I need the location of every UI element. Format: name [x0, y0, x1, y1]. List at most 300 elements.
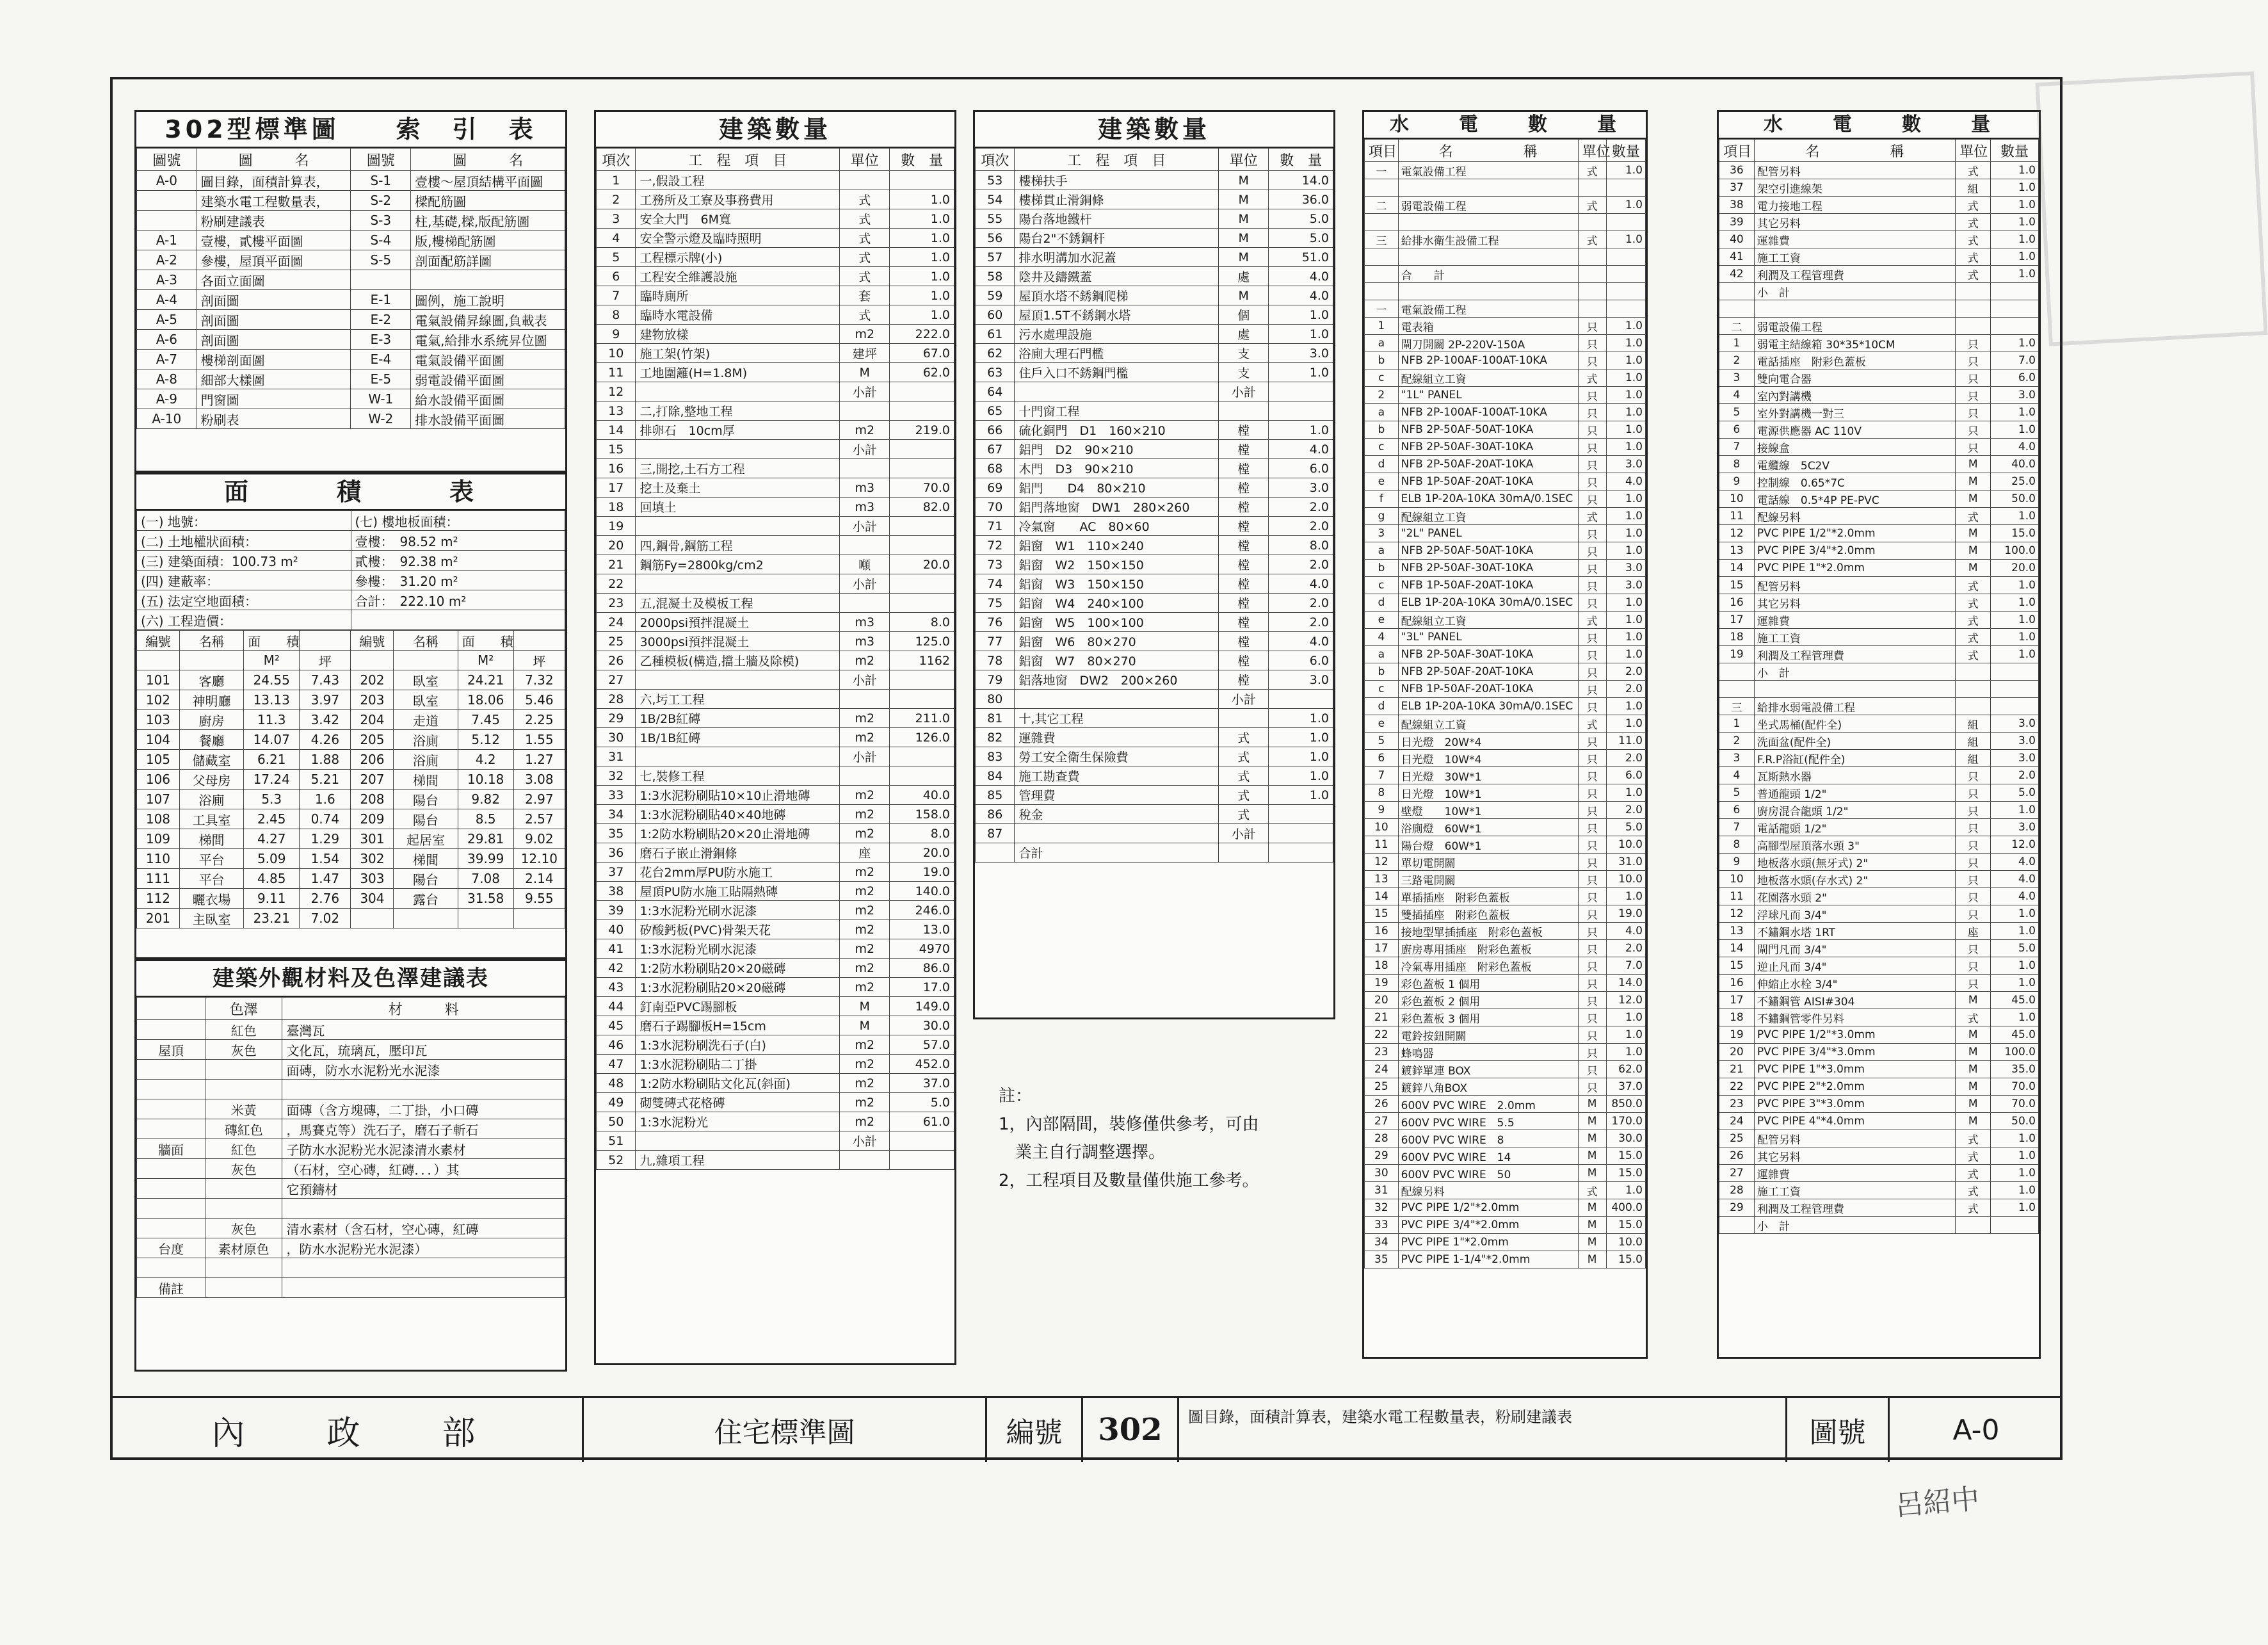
table-cell: 8.5 [458, 809, 513, 829]
table-cell: M [1956, 1096, 1991, 1113]
table-cell: 3.0 [1269, 344, 1333, 363]
table-cell: 301 [351, 829, 394, 849]
table-cell: 12 [1719, 905, 1755, 923]
table-cell: 1.0 [1269, 786, 1333, 805]
table-cell: 1.0 [1991, 957, 2039, 975]
table-cell: 只 [1578, 473, 1606, 490]
table-row [976, 209, 1333, 229]
table-cell: 蜂鳴器 [1398, 1044, 1578, 1061]
table-cell: 陽台燈 60W*1 [1398, 836, 1578, 854]
table-cell: 處 [1219, 267, 1269, 286]
table-cell [1719, 1217, 1755, 1234]
table-cell: 七,裝修工程 [636, 766, 840, 786]
table-cell: 鋁門 D2 90×210 [1015, 440, 1219, 459]
table-cell: m2 [840, 1035, 890, 1055]
table-cell [458, 909, 513, 928]
table-cell: 十,其它工程 [1015, 709, 1219, 728]
table-cell: 7 [1719, 819, 1755, 836]
table-cell: 4.0 [1991, 854, 2039, 871]
table-cell: m3 [840, 613, 890, 632]
table-row [1365, 715, 1646, 733]
table-cell: 1:3水泥粉刷貼20×20磁磚 [636, 978, 840, 997]
table-cell: 樘 [1219, 459, 1269, 478]
table-cell: 浴廁 [179, 790, 243, 809]
table-cell [1398, 179, 1578, 197]
table-cell: 灰色 [205, 1219, 282, 1238]
table-cell: 電話龍頭 1/2" [1754, 819, 1955, 836]
handwritten-signature: 呂紹中 [1894, 1482, 1981, 1523]
table-row [137, 809, 565, 829]
table-cell: S-3 [351, 211, 411, 231]
table-cell: 5.0 [1991, 784, 2039, 802]
table-cell: (一) 地號： [137, 511, 351, 531]
table-cell [1956, 300, 1991, 318]
elec2-table [1719, 139, 2039, 1234]
table-cell: 39.99 [458, 849, 513, 869]
table-cell: 陽台 [394, 809, 458, 829]
table-cell: 電鈴按鈕開關 [1398, 1026, 1578, 1044]
table-row [597, 863, 954, 882]
table-row [137, 849, 565, 869]
column-header: M² [458, 651, 513, 670]
table-cell: 陽台落地鐵杆 [1015, 209, 1219, 229]
note-line: 業主自行調整選擇。 [999, 1143, 1166, 1162]
table-cell: 廚房混合龍頭 1/2" [1754, 802, 1955, 819]
table-row [976, 555, 1333, 574]
table-cell [1719, 663, 1755, 681]
table-cell: 9.11 [244, 889, 300, 909]
table-row [137, 1238, 565, 1258]
table-cell: 只 [1578, 1044, 1606, 1061]
table-cell: 式 [840, 190, 890, 209]
table-cell: m2 [840, 901, 890, 920]
table-cell: 1.0 [1606, 646, 1645, 663]
table-cell: 小計 [840, 747, 890, 766]
table-cell [137, 1099, 205, 1119]
table-cell [1269, 824, 1333, 843]
table-cell [411, 270, 565, 290]
table-cell: m2 [840, 824, 890, 843]
table-cell: 41 [1719, 248, 1755, 266]
table-row [597, 421, 954, 440]
table-cell: 201 [137, 909, 180, 928]
table-cell: 式 [1219, 728, 1269, 747]
table-cell: 600V PVC WIRE 14 [1398, 1147, 1578, 1165]
table-cell: 6.0 [1269, 459, 1333, 478]
table-row [976, 229, 1333, 248]
table-row [1365, 197, 1646, 214]
table-cell: 式 [1956, 1147, 1991, 1165]
table-cell: 5.0 [1991, 940, 2039, 957]
table-cell: 62 [976, 344, 1015, 363]
table-cell: 64 [976, 382, 1015, 401]
table-row [1719, 629, 2039, 646]
table-cell: 陽台 [394, 869, 458, 889]
table-cell: 排卵石 10cm厚 [636, 421, 840, 440]
table-cell: 1.0 [1991, 594, 2039, 612]
table-row [976, 440, 1333, 459]
table-row [1719, 992, 2039, 1009]
table-cell: 9.02 [513, 829, 565, 849]
table-cell [1015, 382, 1219, 401]
table-cell [1015, 824, 1219, 843]
table-row [1719, 1217, 2039, 1234]
table-cell: 5.0 [1606, 819, 1645, 836]
table-cell: 4.0 [1269, 286, 1333, 305]
table-cell: 25 [597, 632, 636, 651]
table-cell: 52 [597, 1151, 636, 1170]
table-row [1365, 923, 1646, 940]
table-cell: 只 [1578, 819, 1606, 836]
table-cell: M [1578, 1147, 1606, 1165]
table-cell: 砌雙磚式花格磚 [636, 1093, 840, 1112]
table-cell: 26 [597, 651, 636, 670]
table-cell: 29.81 [458, 829, 513, 849]
table-row [976, 363, 1333, 382]
table-cell: 37 [597, 863, 636, 882]
column-header: 面 積 [458, 631, 513, 651]
table-cell [1398, 248, 1578, 266]
table-cell: 4 [1719, 387, 1755, 404]
table-cell: 46 [597, 1035, 636, 1055]
table-cell: A-7 [137, 350, 197, 369]
table-cell: 工程標示牌(小) [636, 248, 840, 267]
table-cell: 只 [1578, 905, 1606, 923]
table-cell: M [1956, 1113, 1991, 1130]
table-cell: 4.0 [1606, 923, 1645, 940]
table-cell: 只 [1956, 352, 1991, 369]
table-cell: 26 [1365, 1096, 1399, 1113]
table-row [1719, 1182, 2039, 1199]
table-cell: 六,圬工工程 [636, 690, 840, 709]
table-cell: 素材原色 [205, 1238, 282, 1258]
table-cell: 只 [1956, 957, 1991, 975]
table-cell: 閘門凡而 3/4" [1754, 940, 1955, 957]
table-row [1719, 1009, 2039, 1026]
table-cell: 配線組立工資 [1398, 508, 1578, 525]
table-cell: 23 [1365, 1044, 1399, 1061]
table-cell: 只 [1578, 542, 1606, 560]
column-header: 單位 [1956, 140, 1991, 162]
table-cell: 11 [597, 363, 636, 382]
column-header [179, 651, 243, 670]
table-cell: 只 [1578, 836, 1606, 854]
table-cell: 100.0 [1991, 1044, 2039, 1061]
table-cell: 17 [1365, 940, 1399, 957]
table-cell: 配線組立工資 [1398, 612, 1578, 629]
table-cell: 式 [1956, 1199, 1991, 1217]
table-cell: m2 [840, 863, 890, 882]
table-cell: S-5 [351, 250, 411, 270]
table-cell: PVC PIPE 3/4"*3.0mm [1754, 1044, 1955, 1061]
table-cell: 二 [1719, 318, 1755, 335]
table-cell [890, 1151, 954, 1170]
table-row [137, 369, 565, 389]
table-row [1365, 957, 1646, 975]
table-cell: 1.0 [1606, 335, 1645, 352]
table-cell: 246.0 [890, 901, 954, 920]
table-cell: 鍍鋅八角BOX [1398, 1078, 1578, 1096]
table-cell: 57.0 [890, 1035, 954, 1055]
table-row [1719, 421, 2039, 439]
table-cell: 86 [976, 805, 1015, 824]
table-row [137, 1159, 565, 1179]
table-cell: 24.55 [244, 670, 300, 690]
table-row [1719, 283, 2039, 300]
table-cell: 126.0 [890, 728, 954, 747]
table-cell: 7.43 [300, 670, 351, 690]
table-cell: 屋頂PU防水施工貼隔熱磚 [636, 882, 840, 901]
table-cell: 式 [1956, 612, 1991, 629]
table-cell [1606, 283, 1645, 300]
table-cell: 1.0 [1991, 1147, 2039, 1165]
table-cell: 1.6 [300, 790, 351, 809]
table-row [1365, 1096, 1646, 1113]
table-cell: 1.0 [1606, 629, 1645, 646]
table-cell: 1.0 [1991, 975, 2039, 992]
table-row [1365, 888, 1646, 905]
table-cell: m2 [840, 1074, 890, 1093]
table-cell: M [1219, 209, 1269, 229]
table-row [597, 1131, 954, 1151]
table-cell: 樘 [1219, 421, 1269, 440]
table-cell: 1.0 [1269, 305, 1333, 325]
table-cell [1365, 214, 1399, 231]
table-cell: 只 [1956, 975, 1991, 992]
table-cell: 57 [976, 248, 1015, 267]
table-cell: 109 [137, 829, 180, 849]
table-cell [890, 690, 954, 709]
table-cell: 107 [137, 790, 180, 809]
table-cell: 12 [1365, 854, 1399, 871]
table-cell: M [1956, 525, 1991, 542]
table-row [1365, 525, 1646, 542]
table-cell: 1.0 [1606, 612, 1645, 629]
table-row [137, 869, 565, 889]
table-cell: 只 [1578, 646, 1606, 663]
table-cell: 一,假設工程 [636, 171, 840, 190]
table-cell: 1.0 [1606, 1044, 1645, 1061]
table-cell: 1.0 [1991, 214, 2039, 231]
table-cell: 38 [1719, 197, 1755, 214]
table-cell: 45.0 [1991, 1026, 2039, 1044]
table-cell: 電氣設備工程 [1398, 162, 1578, 179]
table-cell: 16 [1365, 923, 1399, 940]
material-panel [134, 959, 567, 1372]
table-cell: 47 [597, 1055, 636, 1074]
table-cell: a [1365, 542, 1399, 560]
table-cell: 鍍鋅單連 BOX [1398, 1061, 1578, 1078]
table-cell: 1.0 [1991, 802, 2039, 819]
table-cell [1365, 179, 1399, 197]
table-cell: 18 [597, 498, 636, 517]
table-cell: m2 [840, 882, 890, 901]
table-cell: 1.0 [1991, 1182, 2039, 1199]
table-cell: 35.0 [1991, 1061, 2039, 1078]
table-cell: 4970 [890, 939, 954, 959]
table-row [137, 1179, 565, 1199]
table-cell: 只 [1578, 784, 1606, 802]
table-cell: 204 [351, 710, 394, 730]
table-cell: 剖面配筋詳圖 [411, 250, 565, 270]
table-cell: PVC PIPE 1/2"*2.0mm [1398, 1199, 1578, 1217]
table-cell: 19.0 [890, 863, 954, 882]
table-row [1719, 352, 2039, 369]
table-cell: 式 [1956, 1009, 1991, 1026]
table-cell: 壁燈 10W*1 [1398, 802, 1578, 819]
table-cell: 7.32 [513, 670, 565, 690]
table-cell: 它預鑄材 [282, 1179, 565, 1199]
table-cell: 22 [1365, 1026, 1399, 1044]
table-cell [1578, 248, 1606, 266]
table-cell: 84 [976, 766, 1015, 786]
table-row [597, 709, 954, 728]
table-row [1719, 318, 2039, 335]
column-header: 工 程 項 目 [636, 149, 840, 171]
table-cell: 二 [1365, 197, 1399, 214]
column-header: 數 量 [890, 149, 954, 171]
area-title: 面 積 表 [136, 474, 565, 510]
table-row [1365, 439, 1646, 456]
table-cell: 15.0 [1991, 525, 2039, 542]
table-cell: M [1578, 1165, 1606, 1182]
table-cell: 污水處理設施 [1015, 325, 1219, 344]
table-cell: 1.0 [1991, 335, 2039, 352]
table-row [1719, 1061, 2039, 1078]
table-cell: 粉刷表 [197, 409, 351, 429]
table-cell: 29 [1719, 1199, 1755, 1217]
table-cell [137, 1258, 205, 1278]
table-cell: 管理費 [1015, 786, 1219, 805]
table-cell: NFB 2P-50AF-30AT-10KA [1398, 646, 1578, 663]
table-cell: m2 [840, 978, 890, 997]
table-cell: PVC PIPE 1-1/4"*2.0mm [1398, 1251, 1578, 1268]
table-cell: 配管另料 [1754, 577, 1955, 594]
table-cell: 樑配筋圖 [411, 191, 565, 211]
table-cell: 1.0 [1991, 197, 2039, 214]
table-cell: 單插插座 附彩色蓋板 [1398, 888, 1578, 905]
table-cell: 13 [1719, 923, 1755, 940]
table-row [1365, 663, 1646, 681]
table-cell: 1.0 [1606, 439, 1645, 456]
table-cell: (五) 法定空地面積： [137, 590, 351, 610]
table-cell: 磨石子嵌止滑銅條 [636, 843, 840, 863]
table-cell: 40.0 [1991, 456, 2039, 473]
table-cell: 4.0 [1269, 632, 1333, 651]
table-cell: 11.0 [1606, 733, 1645, 750]
table-cell: 1:2防水粉刷貼20×20磁磚 [636, 959, 840, 978]
table-row [137, 889, 565, 909]
table-cell: 神明廳 [179, 690, 243, 710]
table-cell: 磚紅色 [205, 1119, 282, 1139]
table-cell: 222.0 [890, 325, 954, 344]
table-cell: 600V PVC WIRE 8 [1398, 1130, 1578, 1147]
table-cell: 45.0 [1991, 992, 2039, 1009]
table-cell [1956, 318, 1991, 335]
table-cell: 樘 [1219, 651, 1269, 670]
table-cell: 利潤及工程管理費 [1754, 1199, 1955, 1217]
table-cell: 地板落水頭(存水式) 2" [1754, 871, 1955, 888]
table-cell: 7.0 [1991, 352, 2039, 369]
table-cell: 101 [137, 670, 180, 690]
table-cell: 4.0 [1269, 574, 1333, 594]
number-label: 編號 [987, 1398, 1083, 1462]
table-cell: 浮球凡而 3/4" [1754, 905, 1955, 923]
table-cell: 3.0 [1269, 670, 1333, 690]
table-cell: 2.0 [1606, 802, 1645, 819]
table-row [1719, 231, 2039, 248]
table-cell [840, 594, 890, 613]
table-row [137, 270, 565, 290]
table-cell: 日光燈 20W*4 [1398, 733, 1578, 750]
table-cell: 1B/1B紅磚 [636, 728, 840, 747]
elec2-title: 水 電 數 量 [1719, 112, 2039, 139]
table-cell: d [1365, 698, 1399, 715]
table-cell [636, 1131, 840, 1151]
table-row [1365, 1165, 1646, 1182]
table-row [1719, 335, 2039, 352]
table-row [597, 1074, 954, 1093]
table-cell [1956, 681, 1991, 698]
table-cell: 5.09 [244, 849, 300, 869]
table-cell: m2 [840, 325, 890, 344]
column-header: 編號 [351, 631, 394, 651]
table-cell: 面磚，防水水泥粉光水泥漆 [282, 1060, 565, 1080]
table-cell [1991, 698, 2039, 715]
table-cell: 工程安全維護設施 [636, 267, 840, 286]
table-cell: 陽台2"不銹鋼杆 [1015, 229, 1219, 248]
table-row [137, 710, 565, 730]
area-panel [134, 473, 567, 959]
table-row [137, 1199, 565, 1219]
table-cell: 只 [1956, 369, 1991, 387]
table-cell: 樘 [1219, 536, 1269, 555]
table-cell: 鋁窗 W2 150×150 [1015, 555, 1219, 574]
table-row [1719, 473, 2039, 490]
table-cell: 弱電主結線箱 30*35*10CM [1754, 335, 1955, 352]
table-cell: 1.0 [890, 286, 954, 305]
table-cell: 4.0 [1269, 267, 1333, 286]
table-row [1719, 560, 2039, 577]
table-cell: 合計 [1015, 843, 1219, 863]
table-row [1719, 698, 2039, 715]
table-cell: 3.08 [513, 770, 565, 790]
elec-panel-1 [1362, 110, 1648, 1359]
table-cell: 42 [597, 959, 636, 978]
table-cell: e [1365, 715, 1399, 733]
table-cell: 1.0 [1606, 508, 1645, 525]
table-cell: W-2 [351, 409, 411, 429]
table-cell [1991, 663, 2039, 681]
table-row [597, 248, 954, 267]
table-row [1719, 819, 2039, 836]
project-name: 住宅標準圖 [584, 1398, 987, 1462]
table-cell: 1:3水泥粉刷貼10×10止滑地磚 [636, 786, 840, 805]
table-cell: 紅色 [205, 1139, 282, 1159]
table-cell: 6.0 [1269, 651, 1333, 670]
table-row [137, 1099, 565, 1119]
table-cell: 100.0 [1991, 542, 2039, 560]
table-row [1719, 612, 2039, 629]
table-row [1365, 456, 1646, 473]
table-cell: 花園落水頭 2" [1754, 888, 1955, 905]
table-cell: 1.0 [1269, 747, 1333, 766]
table-cell: 5.0 [1269, 209, 1333, 229]
table-cell: 式 [1578, 508, 1606, 525]
table-cell: 施工架(竹架) [636, 344, 840, 363]
table-cell: 207 [351, 770, 394, 790]
sheet-label: 圖號 [1787, 1398, 1890, 1462]
